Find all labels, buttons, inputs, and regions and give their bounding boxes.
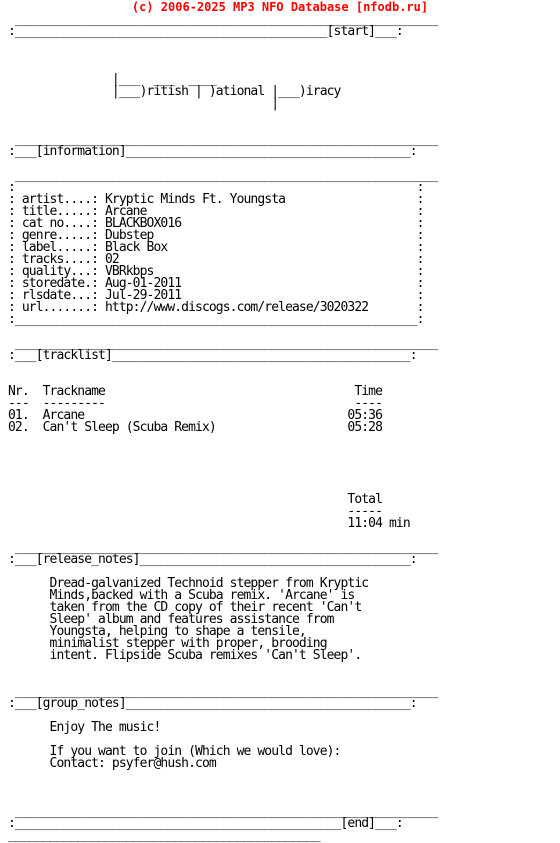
nfo-line: _____________________________________________________________ [8,12,438,27]
nfo-line: : tracks....: 02 : [8,252,424,267]
nfo-line: : : [8,180,424,195]
nfo-line: : rlsdate...: Jul-29-2011 : [8,288,424,303]
nfo-line: |___ ___ ____ [8,72,216,87]
nfo-line: If you want to join (Which we would love): [8,744,341,759]
nfo-line: : label.....: Black Box : [8,240,424,255]
nfo-line: ----- [8,504,383,519]
nfo-line: : genre.....: Dubstep : [8,228,424,243]
nfo-line: :_____________________________________________[start]___: [8,24,403,39]
nfo-text-block [8,14,437,842]
nfo-line: Minds,backed with a Scuba remix. 'Arcane' is [8,588,355,603]
nfo-line: _____________________________________________________________ [8,540,438,555]
nfo-line: intent. Flipside Scuba remixes 'Can't Sleep'. [8,648,362,663]
nfo-line: _____________________________________________________________ [8,132,438,147]
nfo-line: minimalist stepper with proper, brooding [8,636,327,651]
nfo-line: Sleep' album and features assistance from [8,612,334,627]
nfo-line: _____________________________________________________________ [8,684,438,699]
nfo-line: :___[tracklist]___________________________________________: [8,348,417,363]
nfo-line: _____________________________________________________________ [8,804,438,819]
nfo-line: | [8,96,279,111]
nfo-line: taken from the CD copy of their recent 'Can't [8,600,362,615]
nfo-line: : cat no....: BLACKBOX016 : [8,216,424,231]
site-copyright-header: (c) 2006-2025 MP3 NFO Database [nfodb.ru] [131,0,429,14]
nfo-line: : url.......: http://www.discogs.com/release/3020322 : [8,300,424,315]
nfo-line: _____________________________________________ [8,828,320,843]
nfo-line: :___[information]_________________________________________: [8,144,417,159]
nfo-line: :__________________________________________________________: [8,312,424,327]
nfo-line: 01. Arcane 05:36 [8,408,383,423]
nfo-line: : storedate.: Aug-01-2011 : [8,276,424,291]
nfo-line: 02. Can't Sleep (Scuba Remix) 05:28 [8,420,383,435]
nfo-line: Enjoy The music! [8,720,161,735]
nfo-line: Dread-galvanized Technoid stepper from Kryptic [8,576,369,591]
nfo-line: : quality...: VBRkbps : [8,264,424,279]
nfo-line: _____________________________________________________________ [8,168,438,183]
nfo-line: --- --------- ---- [8,396,383,411]
nfo-line: Total [8,492,383,507]
nfo-line: : artist....: Kryptic Minds Ft. Youngsta : [8,192,424,207]
nfo-line: :_______________________________________________[end]___: [8,816,403,831]
nfo-line: : title.....: Arcane : [8,204,424,219]
nfo-line: |___)ritish | )ational |___)iracy [8,84,341,99]
nfo-line: Youngsta, helping to shape a tensile, [8,624,306,639]
nfo-line: :___[release_notes]_______________________________________: [8,552,417,567]
nfo-line: Nr. Trackname Time [8,384,383,399]
nfo-line: Contact: psyfer@hush.com [8,756,216,771]
nfo-line: _____________________________________________________________ [8,336,438,351]
nfo-line: 11:04 min [8,516,410,531]
nfo-line: :___[group_notes]_________________________________________: [8,696,417,711]
